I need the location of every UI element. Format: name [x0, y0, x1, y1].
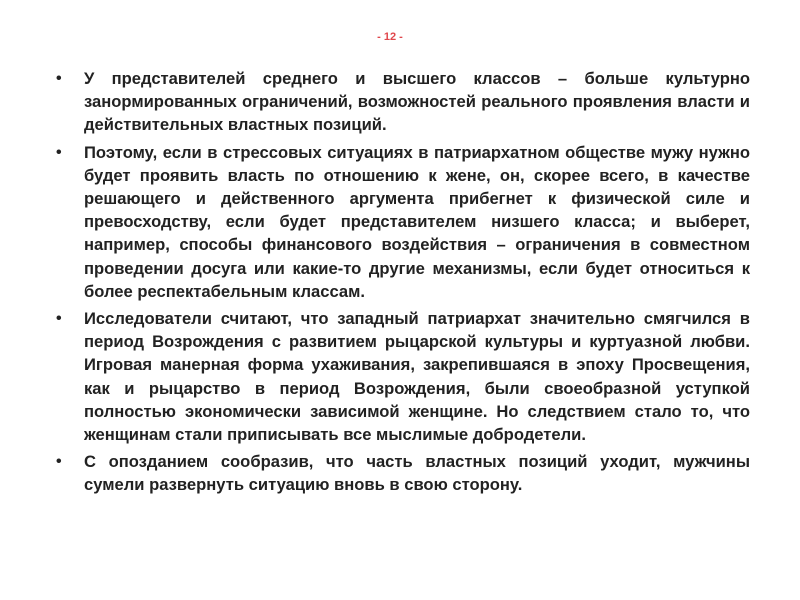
bullet-item-4 — [55, 450, 750, 496]
bullet-text: Поэтому, если в стрессовых ситуациях в патриархатном обществе мужу нужно будет проявить власть по отношению к жене, он, скорее всего, в качестве решающего и действенного аргумента прибегнет к физической силе и превосходству, если будет представителем низшего класса; и выберет, например, способы финансового воздействия – ограничения в совместном проведении досуга или какие-то другие механизмы, если будет относиться к более респектабельным классам. — [84, 142, 750, 301]
page-number: - 12 - — [377, 31, 403, 43]
bullet-list — [55, 67, 750, 501]
bullet-marker: • — [56, 143, 62, 161]
bullet-text: Исследователи считают, что западный патриархат значительно смягчился в период Возрождения с развитием рыцарской культуры и куртуазной любви. Игровая манерная форма ухаживания, закрепившаяся в эпоху Просвещения, как и рыцарство в период Возрождения, были своеобразной уступкой полностью экономически зависимой женщине. Но следствием стало то, что женщинам стали приписывать все мыслимые добродетели. — [84, 309, 750, 445]
bullet-marker: • — [56, 70, 62, 87]
bullet-marker: • — [56, 310, 62, 328]
bullet-item-2 — [55, 141, 750, 303]
bullet-text: С опозданием сообразив, что часть властных позиций уходит, мужчины сумели развернуть ситуацию вновь в свою сторону. — [84, 452, 750, 495]
bullet-item-1 — [55, 67, 750, 137]
bullet-text: У представителей среднего и высшего классов – больше культурно занормированных ограничений, возможностей реального проявления власти и действительных властных позиций. — [84, 69, 750, 135]
bullet-item-3 — [55, 307, 750, 446]
bullet-marker: • — [56, 453, 62, 471]
